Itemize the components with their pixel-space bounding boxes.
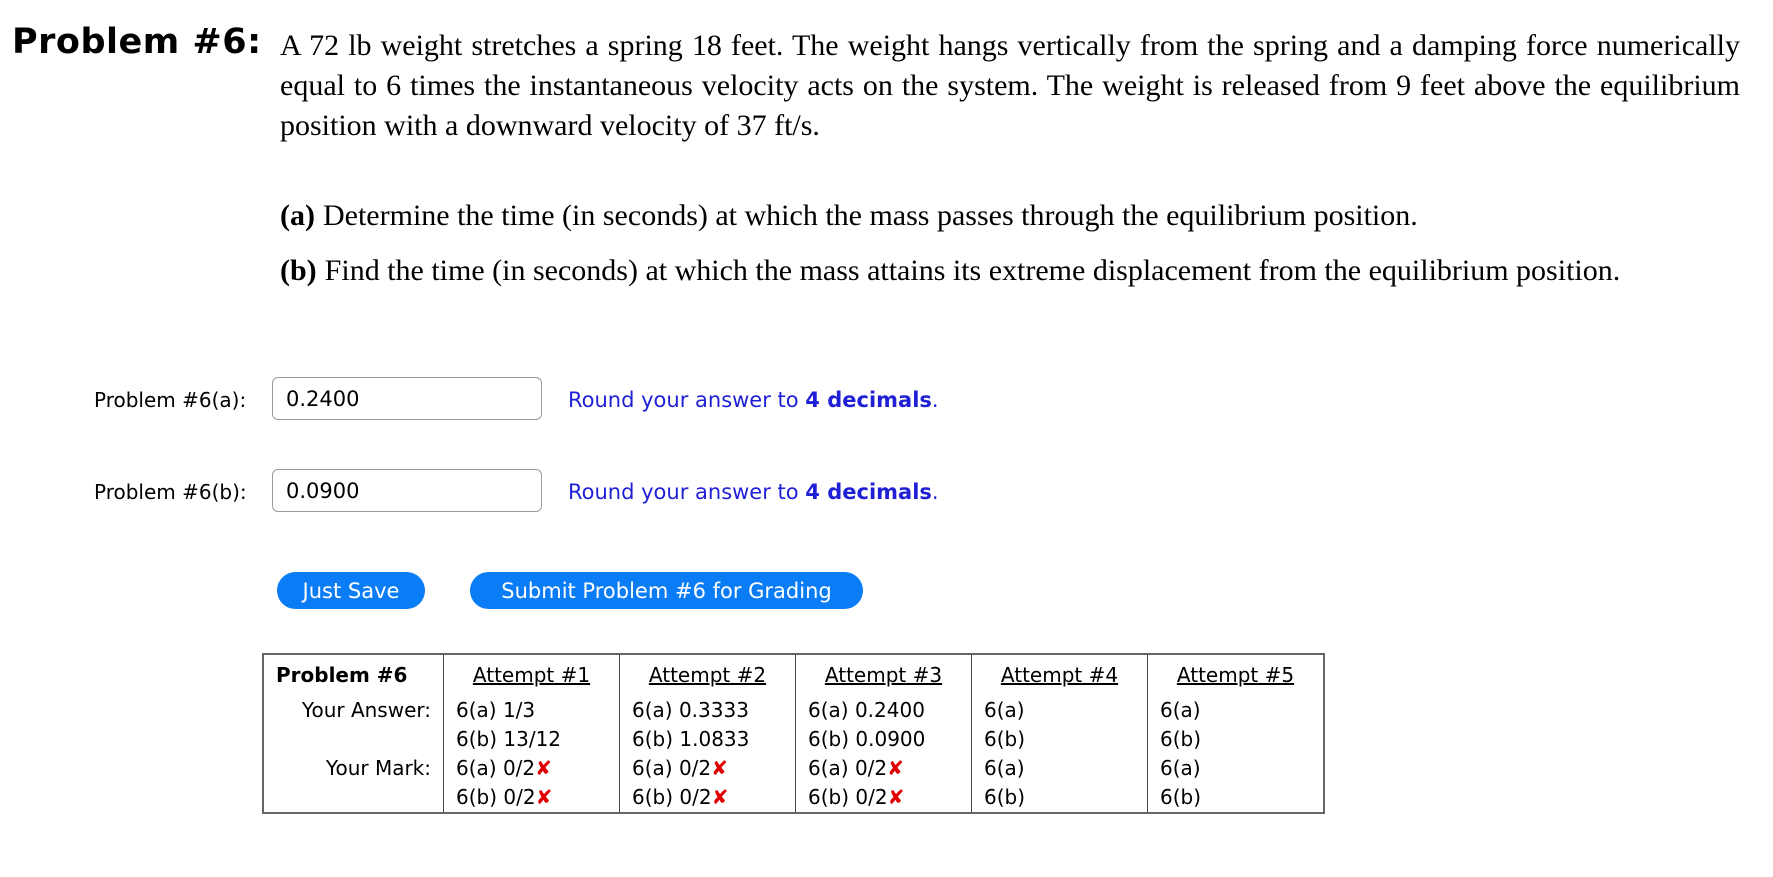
attempt-2-answer-b: 6(b) 1.0833: [632, 727, 750, 751]
attempt-1-mark-b-line: [456, 783, 607, 812]
attempt-3-mark-b: 6(b) 0/2: [808, 785, 888, 809]
attempt-4-answer-a: 6(a): [984, 698, 1025, 722]
attempt-3-mark-a: 6(a) 0/2: [808, 756, 888, 780]
attempt-5-answer: [1148, 696, 1325, 754]
answer-a-hint-precision: 4 decimals: [805, 388, 932, 412]
answer-b-hint-suffix: .: [931, 480, 939, 504]
attempt-2-mark-a-line: [632, 754, 783, 783]
answer-b-input[interactable]: [272, 469, 542, 512]
attempt-1-mark-b: 6(b) 0/2: [456, 785, 536, 809]
part-a-text: Determine the time (in seconds) at which the mass passes through the equilibrium position.: [322, 199, 1418, 232]
attempt-2-link[interactable]: Attempt #2: [648, 663, 767, 687]
answer-a-input[interactable]: [272, 377, 542, 420]
attempt-3-answer-b: 6(b) 0.0900: [808, 727, 926, 751]
answer-a-hint-prefix: Round your answer to: [568, 388, 806, 412]
attempt-2-mark-b-line: [632, 783, 783, 812]
attempt-5-mark-a: 6(a): [1160, 756, 1201, 780]
attempt-2-mark: [620, 754, 796, 813]
attempt-1-header[interactable]: [444, 654, 620, 696]
attempt-5-mark: [1148, 754, 1325, 813]
attempt-3-mark-b-line: [808, 783, 959, 812]
attempt-2-header[interactable]: [620, 654, 796, 696]
wrong-x-icon: ✘: [535, 756, 552, 780]
attempt-3-header[interactable]: [796, 654, 972, 696]
problem-statement: A 72 lb weight stretches a spring 18 feet. The weight hangs vertically from the spring and a damping force numerically equal to 6 times the instantaneous velocity acts on the system. The weight is released from 9 feet above the equilibrium position with a downward velocity of 37 ft/s.: [280, 29, 1740, 142]
attempt-5-answer-a: 6(a): [1160, 698, 1201, 722]
attempt-1-link[interactable]: Attempt #1: [472, 663, 591, 687]
attempt-4-mark-b: 6(b): [984, 785, 1026, 809]
attempt-2-answer: [620, 696, 796, 754]
attempts-table-title: Problem #6: [263, 654, 444, 696]
wrong-x-icon: ✘: [535, 785, 553, 809]
answer-b-label: Problem #6(b):: [94, 480, 247, 504]
wrong-x-icon: ✘: [711, 756, 728, 780]
wrong-x-icon: ✘: [711, 785, 729, 809]
attempt-5-header[interactable]: [1148, 654, 1325, 696]
attempt-5-answer-b: 6(b): [1160, 727, 1202, 751]
attempt-3-link[interactable]: Attempt #3: [824, 663, 943, 687]
your-answer-row: [263, 696, 1324, 754]
answer-b-hint-precision: 4 decimals: [805, 480, 932, 504]
attempts-table: [262, 653, 1325, 814]
attempt-3-mark: [796, 754, 972, 813]
attempt-1-answer-b: 6(b) 13/12: [456, 727, 562, 751]
attempt-4-mark: [972, 754, 1148, 813]
attempt-1-mark: [444, 754, 620, 813]
answer-b-hint: [568, 479, 939, 505]
answer-a-label: Problem #6(a):: [94, 388, 247, 412]
attempt-5-link[interactable]: Attempt #5: [1176, 663, 1295, 687]
just-save-button[interactable]: Just Save: [277, 572, 425, 609]
answer-a-hint: [568, 387, 939, 413]
your-mark-label: Your Mark:: [263, 754, 444, 813]
attempt-1-answer-a: 6(a) 1/3: [456, 698, 536, 722]
attempt-1-mark-a-line: [456, 754, 607, 783]
submit-for-grading-button[interactable]: Submit Problem #6 for Grading: [470, 572, 863, 609]
attempt-5-mark-b: 6(b): [1160, 785, 1202, 809]
wrong-x-icon: ✘: [887, 785, 905, 809]
attempt-1-answer: [444, 696, 620, 754]
attempt-4-mark-a: 6(a): [984, 756, 1025, 780]
attempt-1-mark-a: 6(a) 0/2: [456, 756, 536, 780]
part-a-question: [280, 198, 1418, 234]
attempt-2-mark-a: 6(a) 0/2: [632, 756, 712, 780]
attempt-3-answer-a: 6(a) 0.2400: [808, 698, 925, 722]
problem-title: Problem #6:: [12, 22, 262, 62]
attempt-3-mark-a-line: [808, 754, 959, 783]
attempt-2-answer-a: 6(a) 0.3333: [632, 698, 749, 722]
wrong-x-icon: ✘: [887, 756, 904, 780]
answer-b-hint-prefix: Round your answer to: [568, 480, 806, 504]
attempt-3-answer: [796, 696, 972, 754]
your-mark-row: [263, 754, 1324, 813]
part-b-label: (b): [280, 254, 317, 287]
part-a-label: (a): [280, 199, 315, 232]
attempt-4-link[interactable]: Attempt #4: [1000, 663, 1119, 687]
part-b-question: [280, 253, 1620, 289]
attempts-header-row: [263, 654, 1324, 696]
attempt-4-answer: [972, 696, 1148, 754]
your-answer-label: Your Answer:: [263, 696, 444, 754]
attempt-4-header[interactable]: [972, 654, 1148, 696]
attempt-4-answer-b: 6(b): [984, 727, 1026, 751]
answer-a-hint-suffix: .: [931, 388, 939, 412]
part-b-text: Find the time (in seconds) at which the mass attains its extreme displacement from the equilibrium position.: [324, 254, 1621, 287]
attempt-2-mark-b: 6(b) 0/2: [632, 785, 712, 809]
